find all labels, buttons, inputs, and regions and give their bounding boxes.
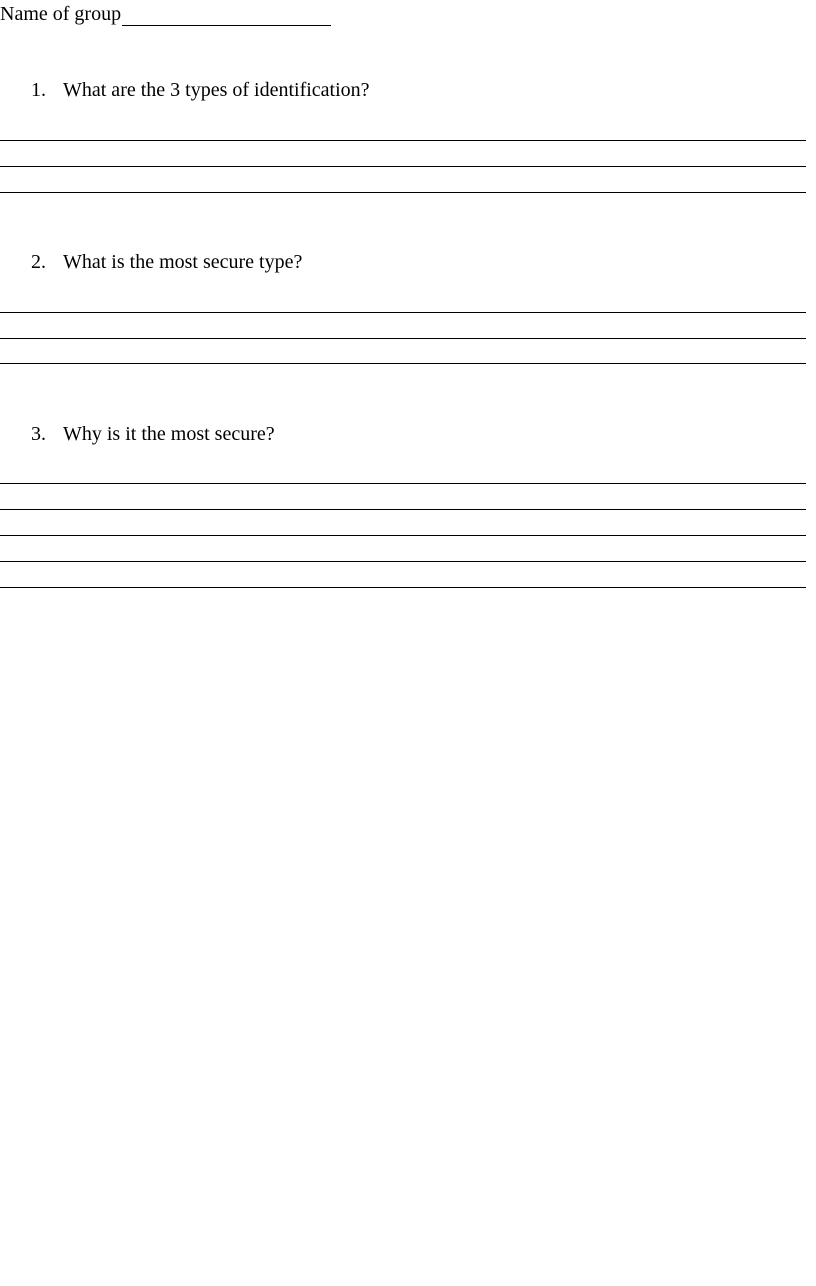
question-3-number: 3. — [31, 423, 46, 445]
question-3-answer-line-2[interactable] — [0, 509, 806, 510]
group-name-label: Name of group — [0, 3, 122, 25]
question-2-text: What is the most secure type? — [63, 251, 303, 273]
question-2 — [31, 250, 302, 274]
question-2-answer-line-3[interactable] — [0, 363, 806, 364]
question-2-answer-line-2[interactable] — [0, 338, 806, 339]
question-3-answer-line-3[interactable] — [0, 535, 806, 536]
question-3-text: Why is it the most secure? — [63, 423, 275, 445]
question-2-number: 2. — [31, 251, 46, 273]
group-name-blank[interactable] — [122, 3, 331, 26]
question-3 — [31, 422, 275, 446]
question-1-text: What are the 3 types of identification? — [63, 79, 370, 101]
question-1-number: 1. — [31, 79, 46, 101]
question-2-answer-line-1[interactable] — [0, 312, 806, 313]
question-1 — [31, 78, 370, 102]
question-1-answer-line-2[interactable] — [0, 166, 806, 167]
question-1-answer-line-1[interactable] — [0, 140, 806, 141]
group-name-row — [0, 0, 331, 26]
question-3-answer-line-4[interactable] — [0, 561, 806, 562]
question-1-answer-line-3[interactable] — [0, 192, 806, 193]
question-3-answer-line-1[interactable] — [0, 483, 806, 484]
question-3-answer-line-5[interactable] — [0, 587, 806, 588]
